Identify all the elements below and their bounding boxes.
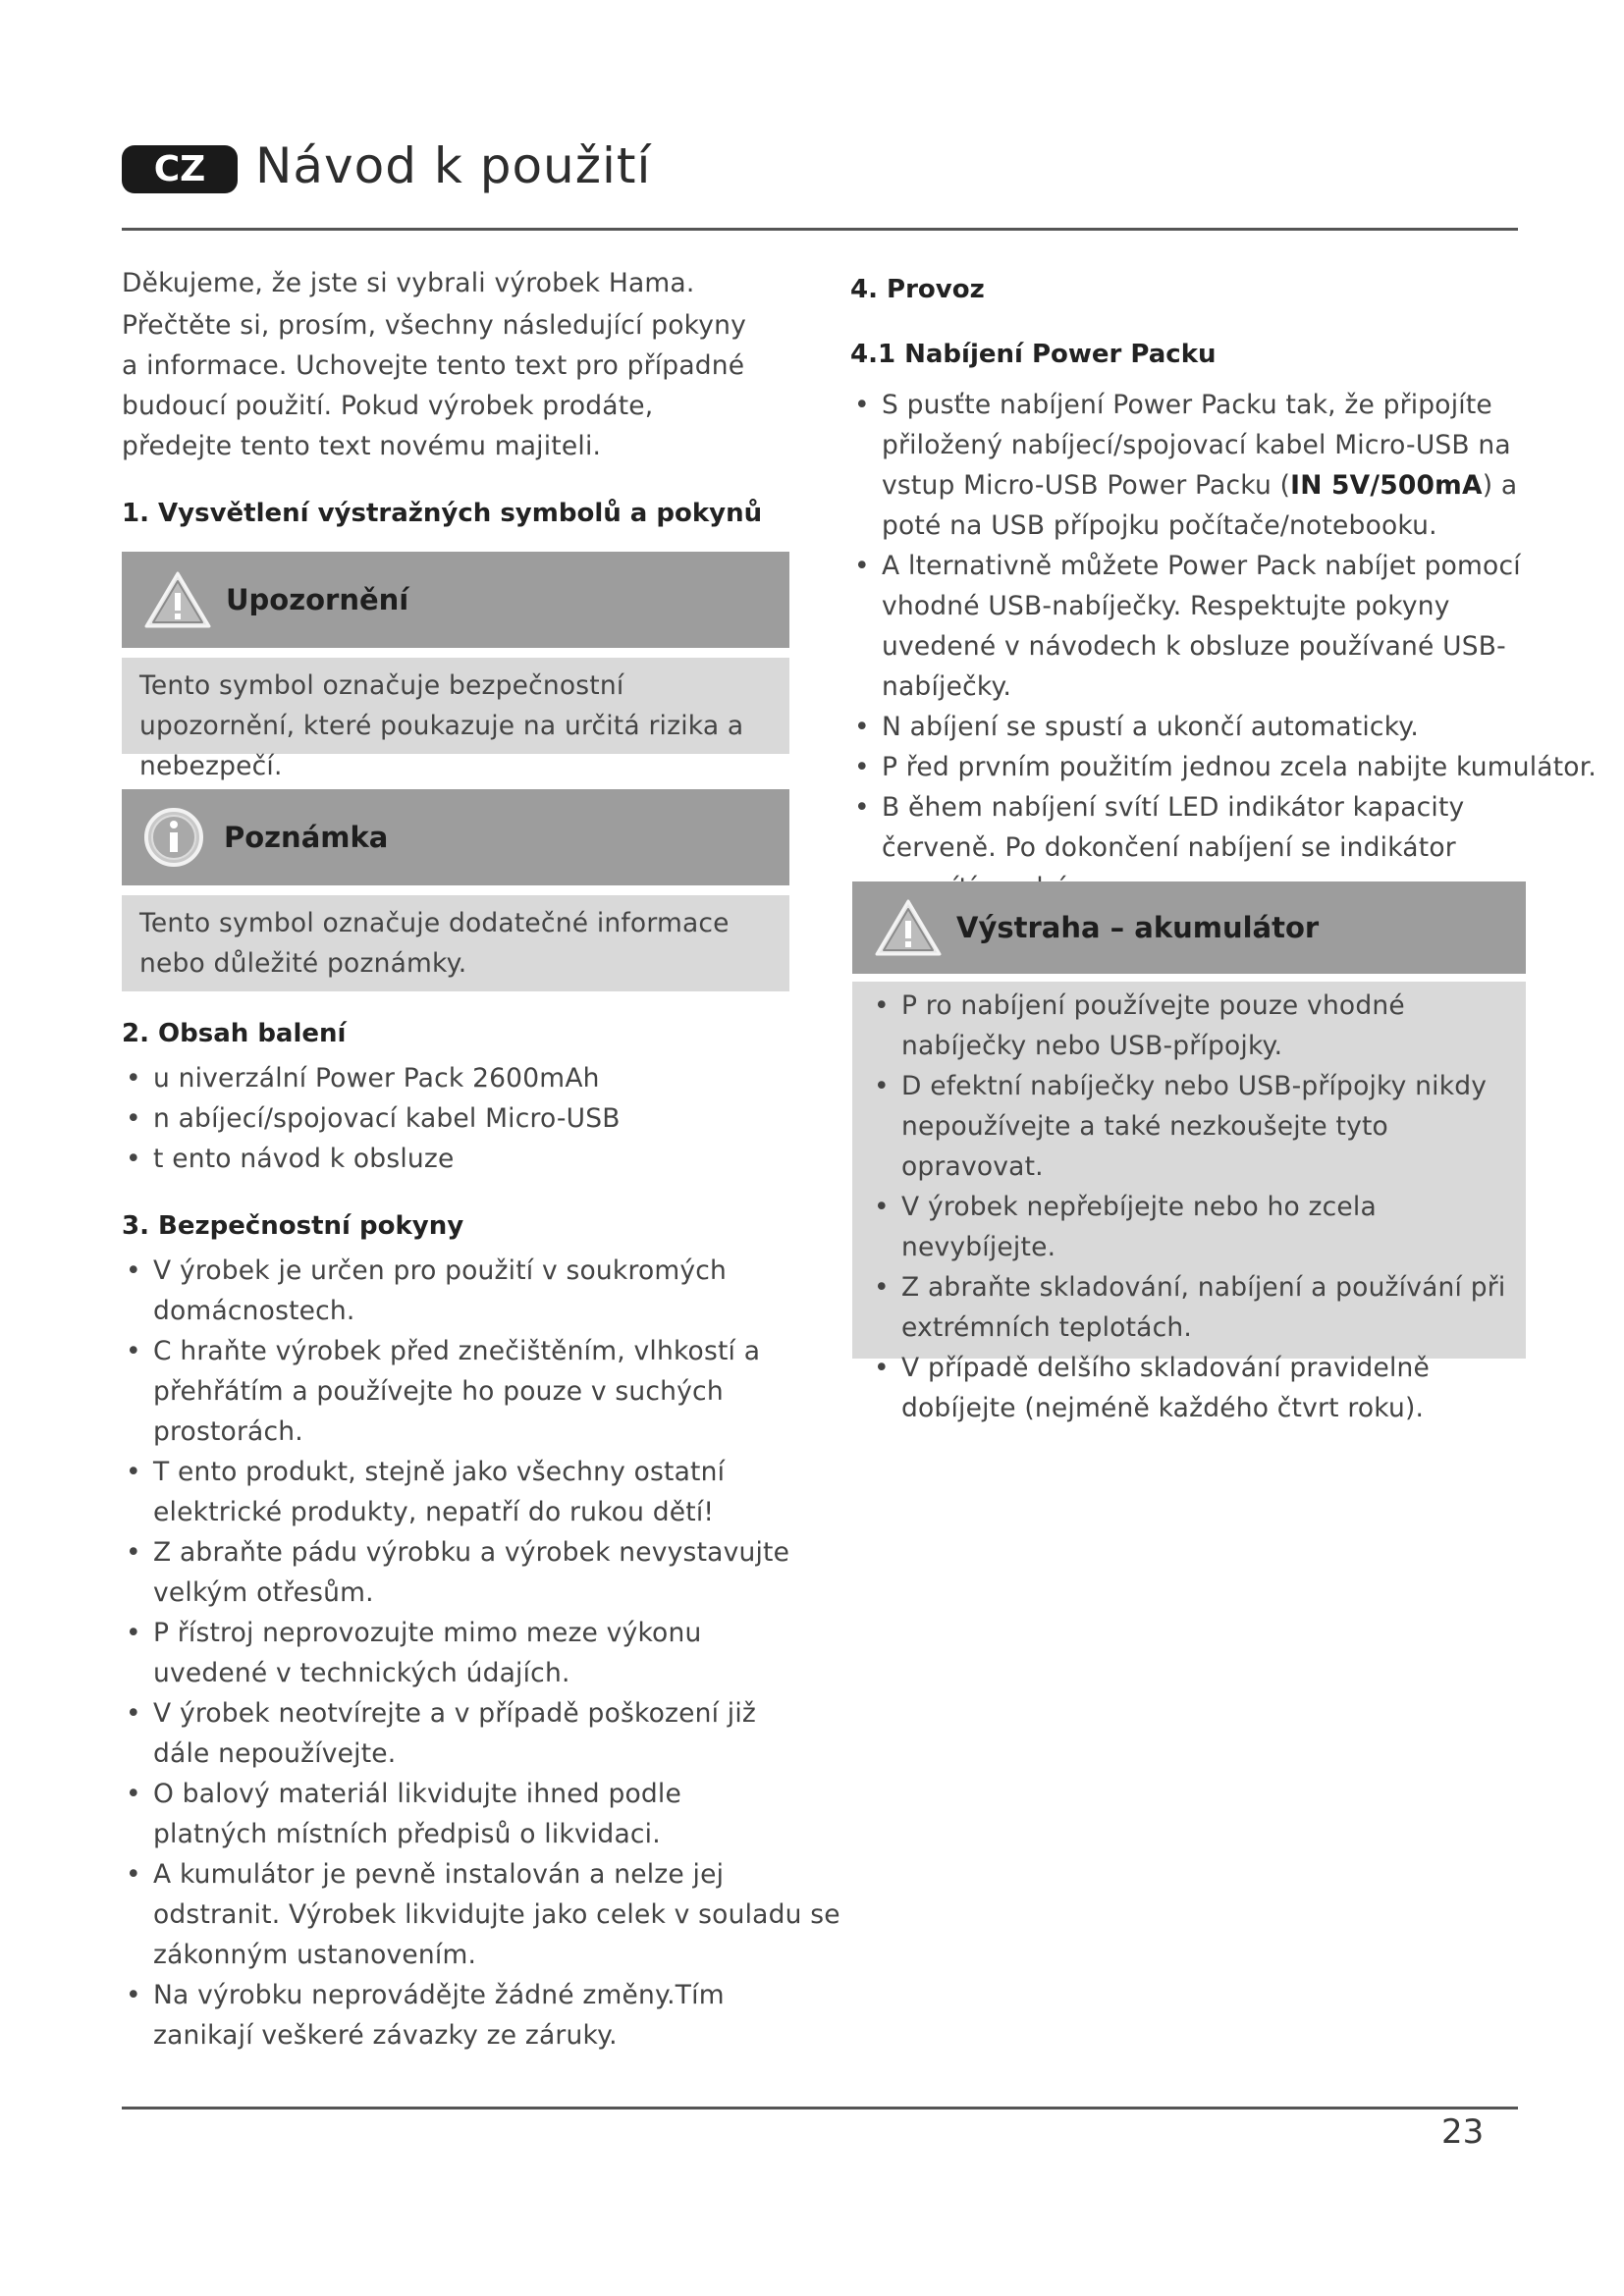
warning-box-title: Upozornění: [226, 583, 409, 616]
page-number: 23: [1441, 2112, 1485, 2152]
list-item: • n abíjecí/spojovací kabel Micro-USB: [122, 1098, 809, 1139]
list-item: • V ýrobek je určen pro použití v soukromých domácnostech.: [122, 1251, 742, 1331]
list-item: • Z abraňte pádu výrobku a výrobek nevystavujte velkým otřesům.: [122, 1532, 840, 1613]
warning-triangle-icon: [143, 569, 212, 630]
package-contents-list: [122, 1058, 809, 1179]
list-item: • Z abraňte skladování, nabíjení a používání při extrémních teplotách.: [870, 1267, 1508, 1348]
safety-list: [122, 1251, 839, 2056]
note-box-title: Poznámka: [224, 821, 389, 854]
list-item: • u niverzální Power Pack 2600mAh: [122, 1058, 809, 1098]
info-icon: [143, 807, 204, 868]
list-item: • V ýrobek neotvírejte a v případě poškození již dále nepoužívejte.: [122, 1693, 821, 1774]
list-item: • A lternativně můžete Power Pack nabíjet pomocí vhodné USB-nabíječky. Respektujte pokyny uvedené v návodech k obsluze používané USB-nabíječky.: [850, 546, 1530, 707]
warning-box-body: Tento symbol označuje bezpečnostní upozornění, které poukazuje na určitá rizika a nebezpečí.: [122, 658, 789, 754]
note-box-header: [122, 789, 789, 885]
list-item: • N abíjení se spustí a ukončí automaticky.: [850, 707, 1538, 747]
footer-rule: [122, 2107, 1518, 2109]
list-item: • Na výrobku neprovádějte žádné změny.Tím zanikají veškeré závazky ze záruky.: [122, 1975, 782, 2056]
list-item: • P ro nabíjení používejte pouze vhodné nabíječky nebo USB-přípojky.: [870, 986, 1508, 1066]
section1-heading: 1. Vysvětlení výstražných symbolů a pokynů: [122, 499, 763, 528]
intro-thanks: Děkujeme, že jste si vybrali výrobek Hama.: [122, 268, 695, 298]
list-item: • P řed prvním použitím jednou zcela nabijte kumulátor.: [850, 747, 1589, 787]
warning-triangle-icon: [874, 897, 943, 958]
section2-heading: 2. Obsah balení: [122, 1019, 347, 1048]
list-item: • O balový materiál likvidujte ihned podle platných místních předpisů o likvidaci.: [122, 1774, 782, 1854]
header-rule: [122, 228, 1518, 231]
section4-heading: 4. Provoz: [850, 275, 985, 304]
charging-list: [850, 385, 1597, 908]
note-box-body: Tento symbol označuje dodatečné informace nebo důležité poznámky.: [122, 895, 789, 991]
battery-warning-body: [852, 982, 1526, 1423]
page-title: Návod k použití: [255, 137, 652, 194]
list-item: • V případě delšího skladování pravidelně dobíjejte (nejméně každého čtvrt roku).: [870, 1348, 1508, 1428]
list-item: • D efektní nabíječky nebo USB-přípojky nikdy nepoužívejte a také nezkoušejte tyto opravovat.: [870, 1066, 1508, 1187]
list-item: • S pusťte nabíjení Power Packu tak, že připojíte přiložený nabíjecí/spojovací kabel Micro-USB na vstup Micro-USB Power Packu (IN 5V/500mA) a poté na USB přípojku počítače/notebooku.: [850, 385, 1530, 546]
intro-text: Přečtěte si, prosím, všechny následující pokyny a informace. Uchovejte tento text pro případné budoucí použití. Pokud výrobek prodáte, předejte tento text novému majiteli.: [122, 310, 746, 461]
warning-box-header: [122, 552, 789, 648]
list-item: • P řístroj neprovozujte mimo meze výkonu uvedené v technických údajích.: [122, 1613, 821, 1693]
battery-warning-header: [852, 881, 1526, 974]
list-item: • A kumulátor je pevně instalován a nelze jej odstranit. Výrobek likvidujte jako celek v souladu se zákonným ustanovením.: [122, 1854, 840, 1975]
section4-1-heading: 4.1 Nabíjení Power Packu: [850, 340, 1217, 369]
battery-warning-list: [852, 982, 1508, 1428]
input-spec: IN 5V/500mA: [1290, 470, 1483, 501]
language-badge: CZ: [122, 145, 238, 193]
battery-warning-title: Výstraha – akumulátor: [956, 911, 1320, 944]
list-item: • C hraňte výrobek před znečištěním, vlhkostí a přehřátím a používejte ho pouze v suchých prostorách.: [122, 1331, 762, 1452]
list-item: • V ýrobek nepřebíjejte nebo ho zcela nevybíjejte.: [870, 1187, 1508, 1267]
list-item: • B ěhem nabíjení svítí LED indikátor kapacity červeně. Po dokončení nabíjení se indikátor: [850, 787, 1530, 908]
list-item: • t ento návod k obsluze: [122, 1139, 809, 1179]
list-item: • T ento produkt, stejně jako všechny ostatní elektrické produkty, nepatří do rukou dětí!: [122, 1452, 821, 1532]
section3-heading: 3. Bezpečnostní pokyny: [122, 1211, 464, 1241]
